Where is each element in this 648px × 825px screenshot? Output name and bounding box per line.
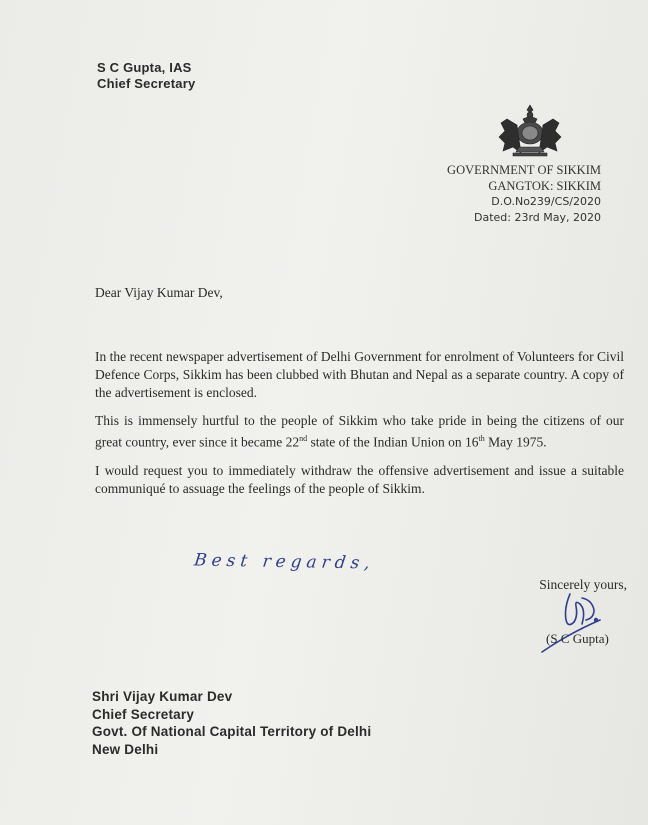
government-location: GANGTOK: SIKKIM [488, 178, 601, 193]
ordinal-suffix-2: th [478, 434, 485, 443]
signature-name: (S C Gupta) [546, 631, 609, 646]
handwritten-note: Best regards, [192, 550, 376, 574]
sender-designation: Chief Secretary [97, 76, 196, 91]
salutation: Dear Vijay Kumar Dev, [95, 285, 223, 300]
ordinal-suffix-1: nd [299, 434, 308, 443]
sender-name: S C Gupta, IAS [97, 60, 192, 75]
letter-date: Dated: 23rd May, 2020 [473, 210, 601, 224]
closing: Sincerely yours, [539, 577, 627, 592]
paragraph-2-text-c: May 1975. [484, 434, 547, 450]
signature-icon [536, 588, 616, 658]
recipient-name: Shri Vijay Kumar Dev [92, 689, 233, 704]
recipient-block [92, 688, 371, 758]
recipient-designation: Chief Secretary [92, 706, 195, 722]
body-paragraph-2 [95, 412, 624, 452]
body-paragraph-3: I would request you to immediately withdraw the offensive advertisement and issue a suitable communiqué to assuage the feelings of the people of Sikkim. [95, 462, 624, 496]
sender-block [97, 60, 195, 92]
recipient-office: Govt. Of National Capital Territory of Delhi [92, 724, 372, 739]
recipient-city: New Delhi [92, 741, 159, 757]
letter-body [95, 348, 624, 508]
state-emblem-icon [493, 103, 567, 159]
letterhead-block [447, 163, 601, 225]
paragraph-2-text-a: This is immensely hurtful to the people of Sikkim who take pride in being the citizens of our great country, ever since it became 22 [95, 413, 624, 450]
government-name: GOVERNMENT OF SIKKIM [447, 163, 601, 177]
body-paragraph-1: In the recent newspaper advertisement of Delhi Government for enrolment of Volunteers for Civil Defence Corps, Sikkim has been clubbed with Bhutan and Nepal as a separate country. A copy of the advertisement is enclosed. [95, 349, 624, 400]
reference-number: D.O.No239/CS/2020 [491, 195, 601, 208]
paragraph-2-text-b: state of the Indian Union on 16 [307, 434, 479, 450]
